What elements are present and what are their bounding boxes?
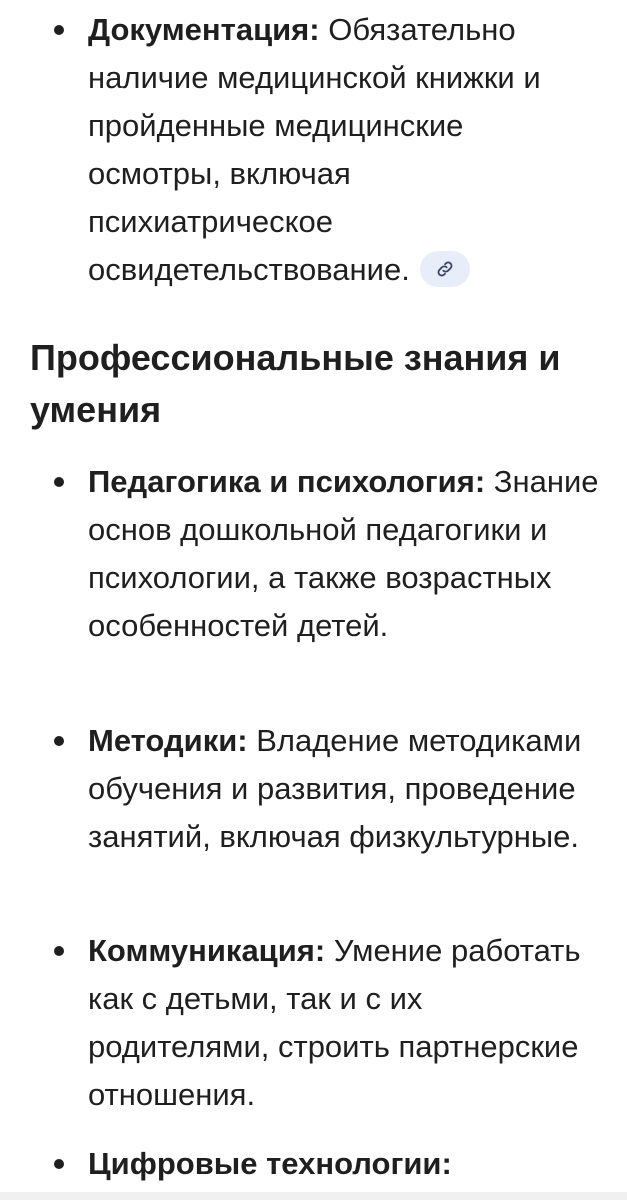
list-item	[0, 717, 627, 861]
list-item-documentation	[0, 6, 627, 294]
skill-list-item-2	[0, 717, 627, 861]
bullet-icon	[54, 1159, 64, 1169]
bullet-icon	[54, 946, 64, 956]
list-item-term: Коммуникация:	[88, 933, 326, 968]
list-item-text: Обязательно наличие медицинской книжки и пройденные медицинские осмотры, включая психиатрическое освидетельствование.	[88, 12, 541, 287]
list-item-text: Владение методиками обучения и развития, проведение занятий, включая физкультурные.	[88, 723, 582, 854]
doc-list	[0, 6, 627, 294]
bullet-icon	[54, 25, 64, 35]
skill-list-item-1	[0, 458, 627, 650]
list-item-text: Умение работать как с детьми, так и с их родителями, строить партнерские отношения.	[88, 933, 581, 1112]
section-heading: Профессиональные знания и умения	[30, 337, 561, 430]
list-item-term: Методики:	[88, 723, 248, 758]
bullet-icon	[54, 477, 64, 487]
list-item-term: Документация:	[88, 12, 320, 47]
list-item-term: Педагогика и психология:	[88, 464, 486, 499]
citation-link-chip[interactable]	[420, 251, 470, 287]
bottom-divider	[0, 1192, 627, 1200]
skill-list-item-3	[0, 927, 627, 1119]
link-icon	[435, 259, 455, 279]
skill-list-item-4	[0, 1140, 627, 1188]
bullet-icon	[54, 736, 64, 746]
list-item	[0, 458, 627, 650]
list-item-text: Знание основ дошкольной педагогики и психологии, а также возрастных особенностей детей.	[88, 464, 599, 643]
list-item	[0, 1140, 627, 1188]
list-item-term: Цифровые технологии:	[88, 1146, 452, 1181]
list-item	[0, 927, 627, 1119]
